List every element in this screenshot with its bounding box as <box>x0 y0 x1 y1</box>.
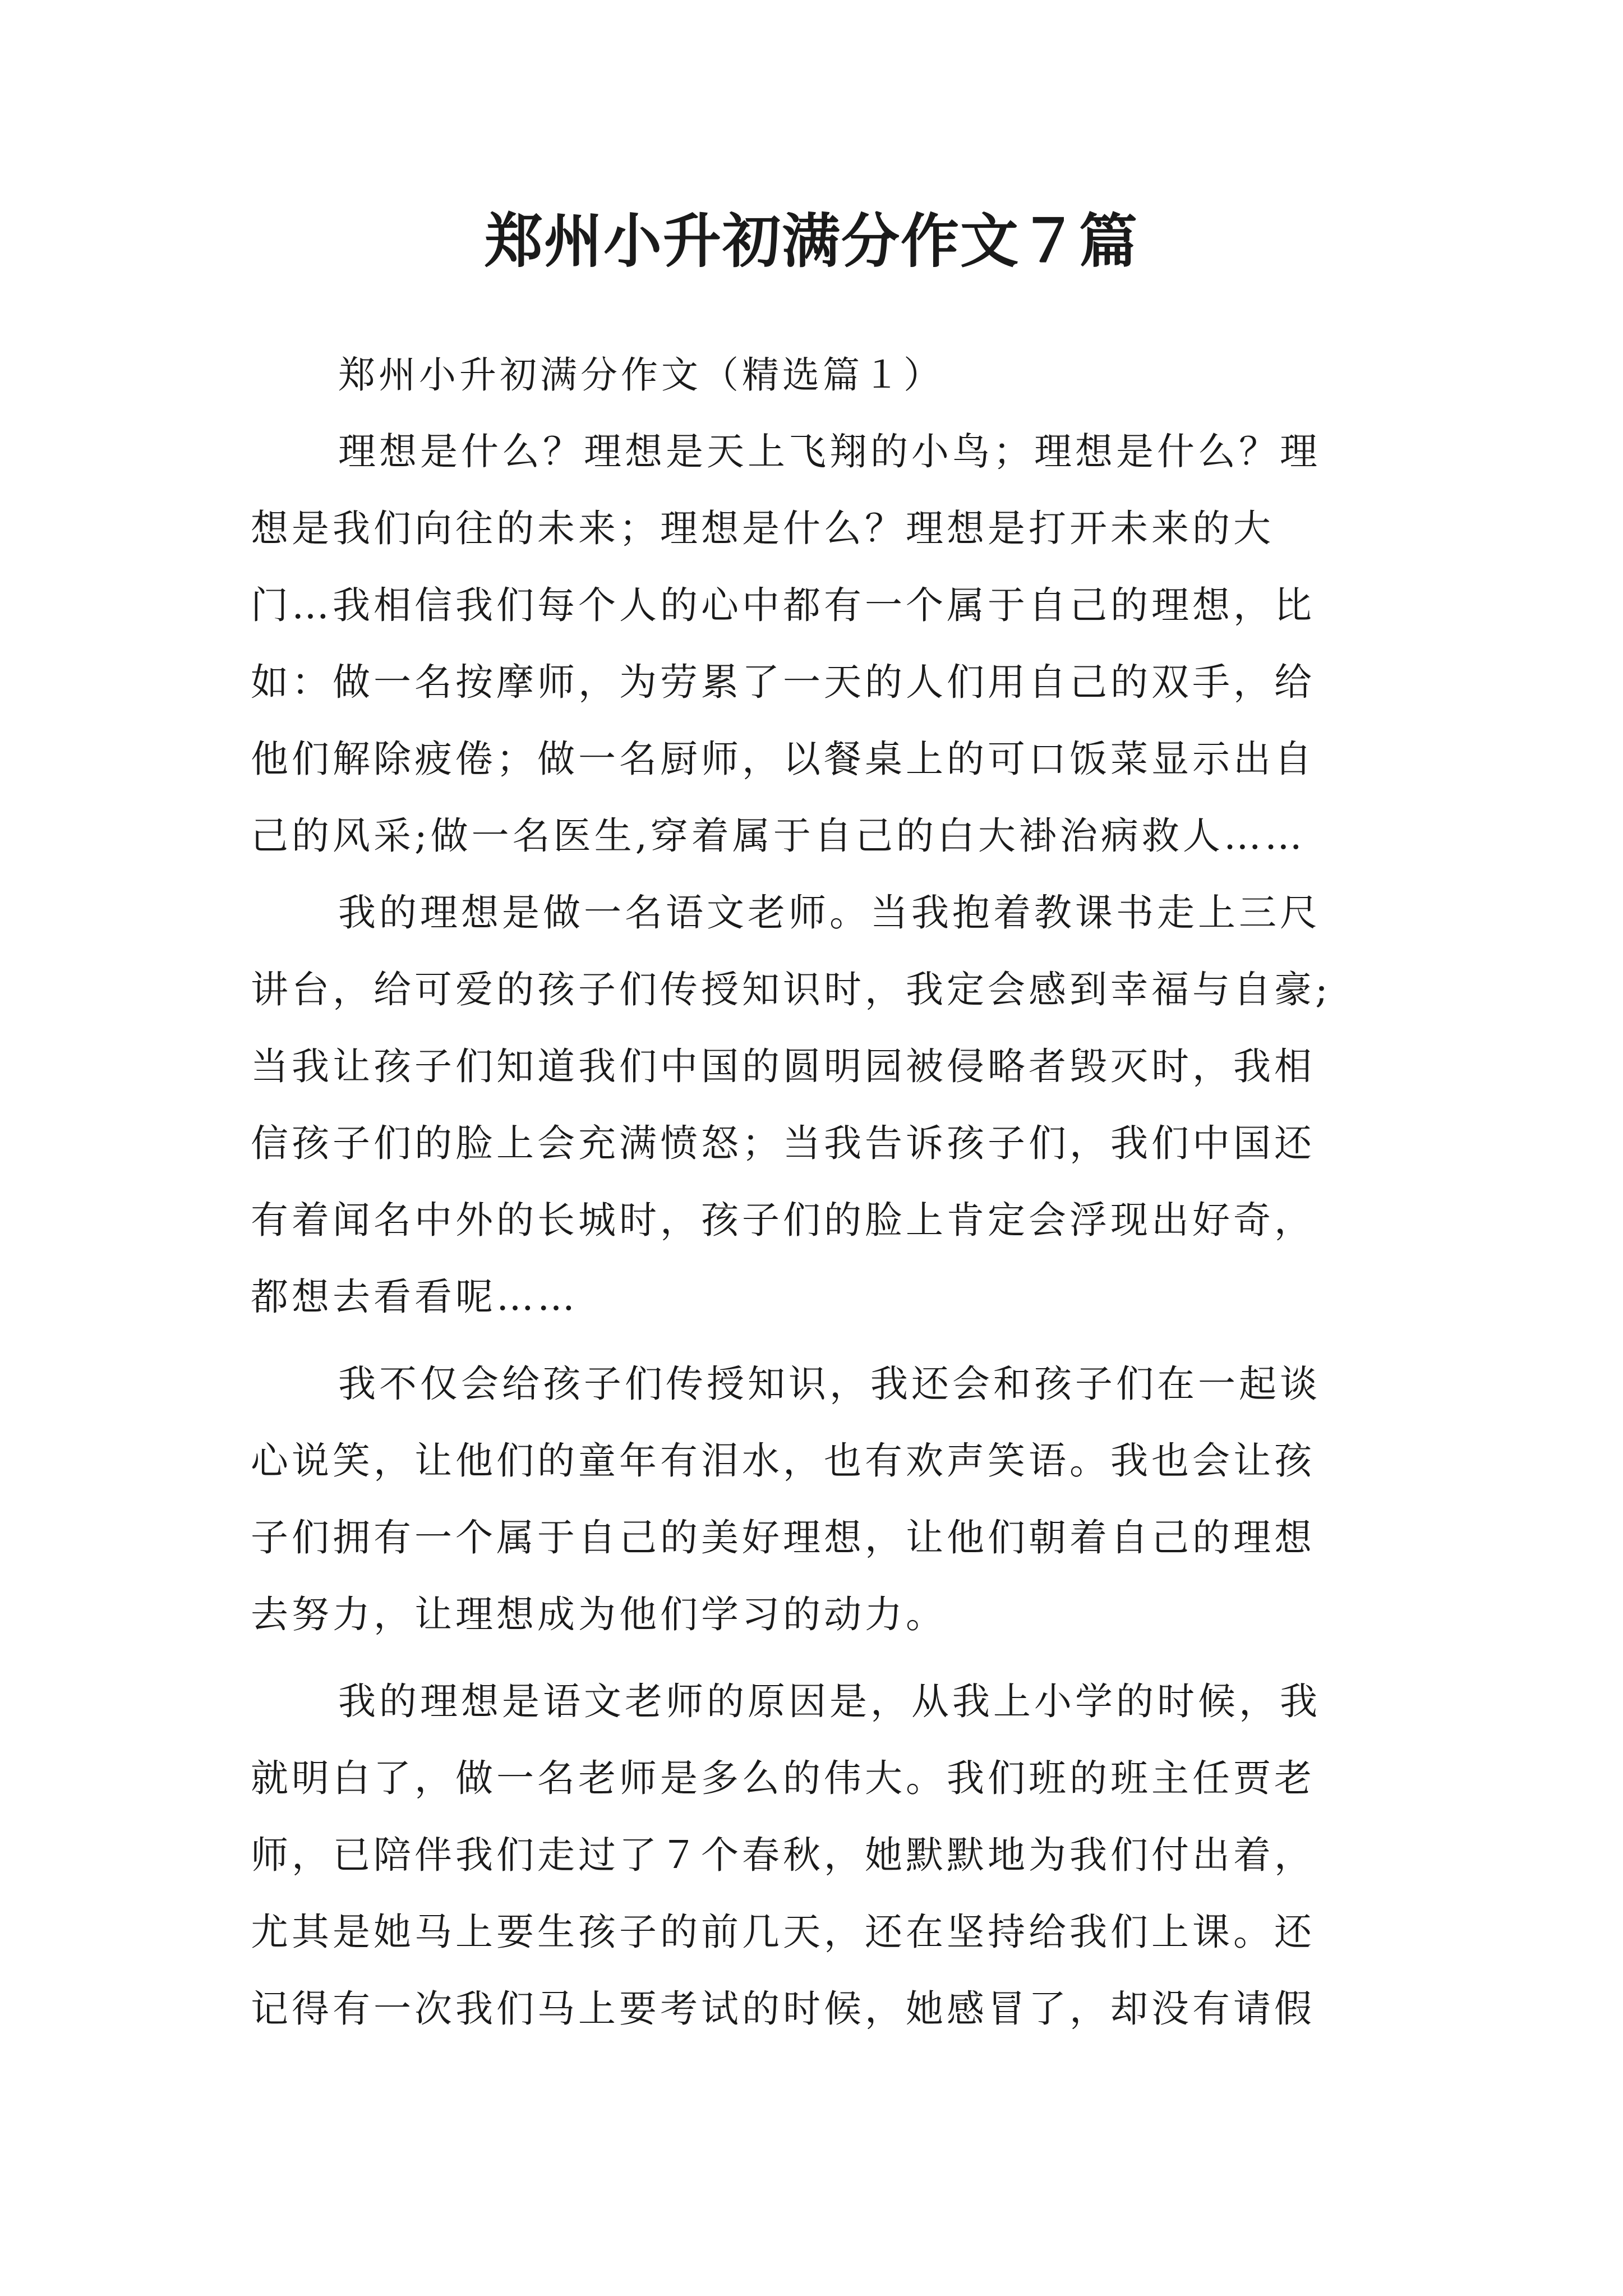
text-line: 门…我相信我们每个人的心中都有一个属于自己的理想，比 <box>251 583 1315 627</box>
paragraph-2 <box>251 875 1395 1336</box>
paragraph-spacer <box>251 1336 1395 1346</box>
document-title: 郑州小升初满分作文７篇 <box>484 206 1138 275</box>
text-line: 己的风采;做一名医生,穿着属于自己的白大褂治病救人…… <box>251 814 1306 858</box>
text-line: 我的理想是做一名语文老师。当我抱着教课书走上三尺 <box>338 891 1321 935</box>
text-line: 理想是什么？理想是天上飞翔的小鸟；理想是什么？理 <box>338 430 1321 473</box>
text-line: 我的理想是语文老师的原因是，从我上小学的时候，我 <box>338 1680 1321 1723</box>
paragraph-4 <box>251 1663 1395 2047</box>
text-line: 讲台，给可爱的孩子们传授知识时，我定会感到幸福与自豪; <box>251 968 1331 1011</box>
text-line: 都想去看看呢…… <box>251 1275 578 1319</box>
text-line: 就明白了，做一名老师是多么的伟大。我们班的班主任贾老 <box>251 1756 1315 1800</box>
text-line: 信孩子们的脸上会充满愤怒；当我告诉孩子们，我们中国还 <box>251 1121 1315 1165</box>
text-line: 如：做一名按摩师，为劳累了一天的人们用自己的双手，给 <box>251 660 1315 704</box>
text-line: 记得有一次我们马上要考试的时候，她感冒了，却没有请假 <box>251 1987 1315 2031</box>
text-line: 师，已陪伴我们走过了７个春秋，她默默地为我们付出着， <box>251 1833 1315 1877</box>
text-line: 心说笑，让他们的童年有泪水，也有欢声笑语。我也会让孩 <box>251 1439 1315 1483</box>
section-heading: 郑州小升初满分作文（精选篇１） <box>338 353 944 397</box>
text-line: 去努力，让理想成为他们学习的动力。 <box>251 1593 947 1636</box>
text-line: 子们拥有一个属于自己的美好理想，让他们朝着自己的理想 <box>251 1516 1315 1559</box>
document-body <box>251 337 1395 2047</box>
text-line: 我不仅会给孩子们传授知识，我还会和孩子们在一起谈 <box>338 1362 1321 1406</box>
text-line: 尤其是她马上要生孩子的前几天，还在坚持给我们上课。还 <box>251 1910 1315 1954</box>
text-line: 有着闻名中外的长城时，孩子们的脸上肯定会浮现出好奇， <box>251 1198 1315 1242</box>
paragraph-1 <box>251 413 1395 875</box>
paragraph-spacer <box>251 1653 1395 1663</box>
text-line: 想是我们向往的未来；理想是什么？理想是打开未来的大 <box>251 507 1274 550</box>
paragraph-3 <box>251 1346 1395 1653</box>
text-line: 当我让孩子们知道我们中国的圆明园被侵略者毁灭时，我相 <box>251 1045 1315 1088</box>
text-line: 他们解除疲倦；做一名厨师，以餐桌上的可口饭菜显示出自 <box>251 737 1315 781</box>
